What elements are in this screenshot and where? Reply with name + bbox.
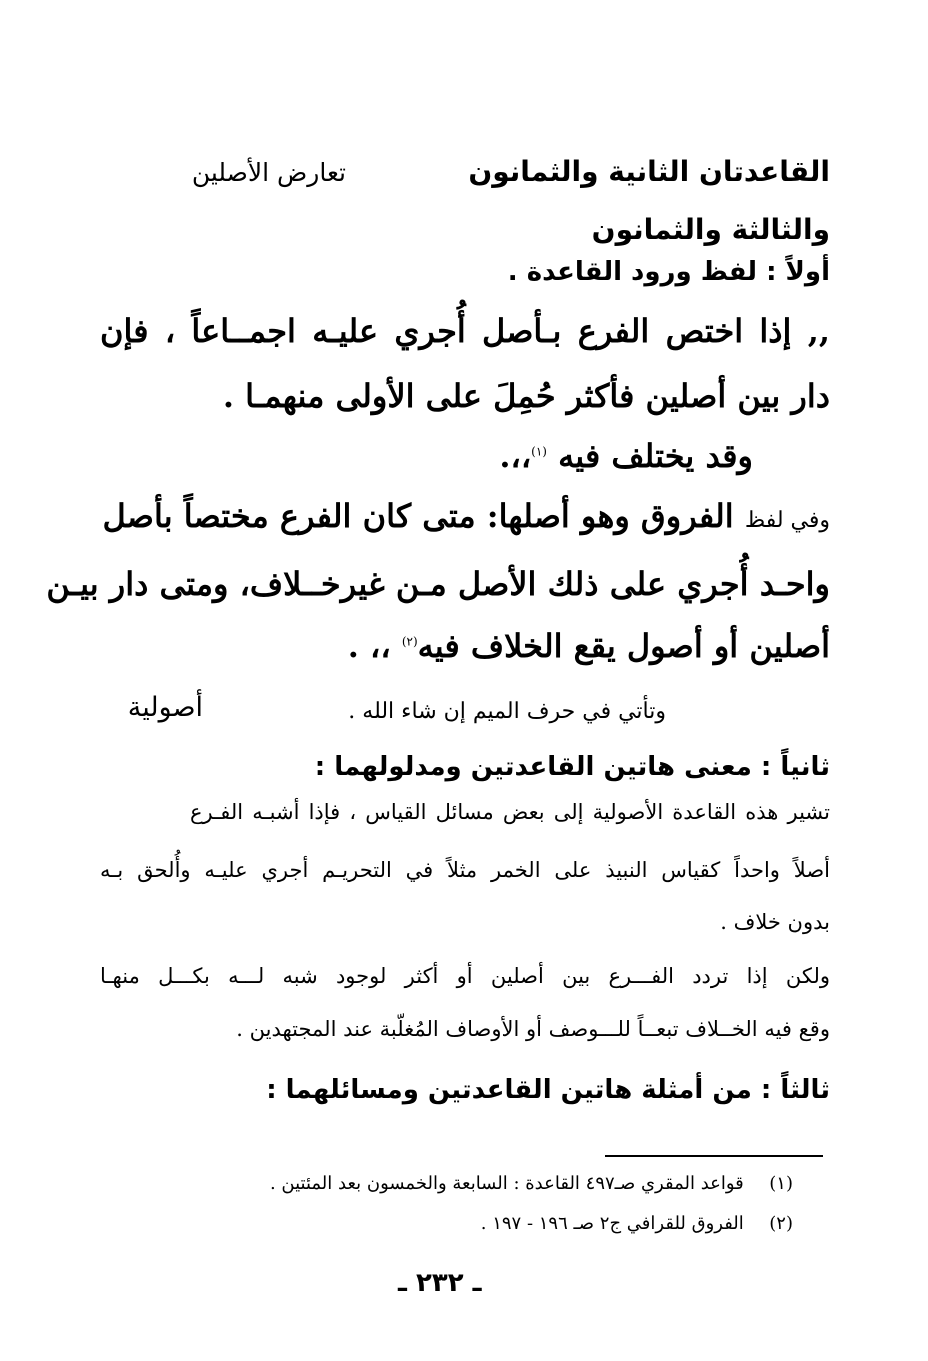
section1-heading: أولاً : لفظ ورود القاعدة . (507, 257, 830, 287)
footnote-ref-2: (٢) (401, 634, 418, 649)
furuq-line-1 (100, 497, 830, 535)
para2-line-2: وقع فيه الخــلاف تبعــاً للـــوصف أو الأوصاف المُغلّبة عند المجتهدين . (236, 1017, 830, 1041)
footnote-ref-1: (١) (531, 444, 547, 459)
furuq-line-3 (348, 627, 830, 665)
furuq-line-1-lead: وفي لفظ (744, 508, 830, 533)
section3-heading: ثالثاً : من أمثلة هاتين القاعدتين ومسائلهما : (266, 1075, 830, 1105)
furuq-line-3-text: أصلين أو أصول يقع الخلاف فيه (417, 627, 830, 665)
footnote-1-text: قواعد المقري صـ٤٩٧ القاعدة : السابعة والخمسون بعد المئتين . (269, 1173, 744, 1194)
para1-line-1: تشير هذه القاعدة الأصولية إلى بعض مسائل القياس ، فإذا أشبـه الفـرع (190, 800, 830, 824)
topic-title: تعارض الأصلين (191, 158, 346, 187)
quote-line-2: دار بين أصلين فأكثر حُمِلَ على الأولى منهمـا . (222, 377, 830, 415)
para1-line-2: أصلاً واحداً كقياس النبيذ على الخمر مثلاً في التحريـم أجري عليـه وأُلحق بـه (100, 858, 830, 882)
footnote-divider (605, 1155, 823, 1157)
note-line: وتأتي في حرف الميم إن شاء الله . (348, 699, 666, 724)
chapter-title-line2: والثالثة والثمانون (591, 213, 830, 246)
para1-line-3: بدون خلاف . (720, 910, 830, 934)
furuq-line-3-end: ،، . (347, 627, 402, 665)
quote-line-1: ,, إذا اختص الفرع بـأصل أُجري عليـه اجمــاعاً ، فإن (100, 312, 830, 350)
furuq-line-2: واحـد أُجري على ذلك الأصل مـن غيرخــلاف، ومتى دار بيـن (46, 565, 830, 603)
quote-line-3-text: وقد يختلف فيه (558, 437, 753, 475)
note-label: أصولية (127, 692, 203, 723)
chapter-title-line1: القاعدتان الثانية والثمانون (468, 155, 830, 188)
footnote-2-number: (٢) (769, 1213, 793, 1234)
footnote-2 (481, 1213, 793, 1234)
footnote-1 (270, 1173, 793, 1194)
footnote-2-text: الفروق للقرافي ج٢ صـ ١٩٦ - ١٩٧ . (480, 1213, 744, 1234)
section2-heading: ثانياً : معنى هاتين القاعدتين ومدلولهما : (314, 752, 830, 782)
para2-line-1: ولكن إذا تردد الفـــرع بين أصلين أو أكثر لوجود شبه لـــه بكـــل منهـا (100, 964, 830, 988)
quote-line-3 (499, 437, 753, 475)
quote-line-3-end: ،،. (499, 437, 532, 475)
furuq-line-1-rest: الفروق وهو أصلها: متى كان الفرع مختصاً بأصل (102, 497, 734, 535)
footnote-1-number: (١) (769, 1173, 793, 1194)
page-number: ـ ٢٣٢ ـ (398, 1268, 482, 1298)
